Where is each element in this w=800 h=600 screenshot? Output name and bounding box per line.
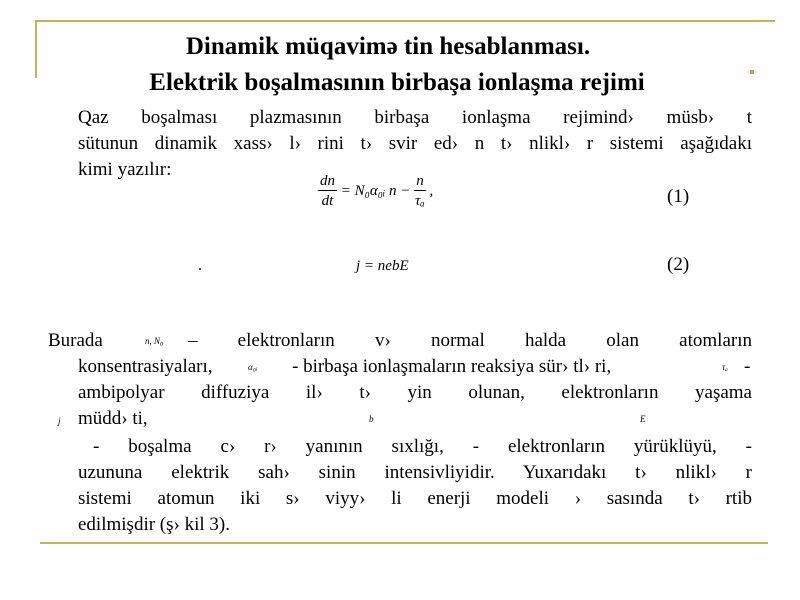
symbol-b: b — [369, 414, 374, 424]
body-line3: ambipolyar diffuziya il› t› yin olunan, elektronların yaşama — [78, 382, 752, 403]
eq1-denominator-left: dt — [321, 193, 334, 209]
symbol-j: j — [58, 416, 61, 426]
body-line6: uzununa elektrik sah› sinin intensivliyidir. Yuxarıdakı t› nlikl› r — [78, 462, 752, 483]
intro-line3: kimi yazılır: — [78, 159, 172, 180]
equation-2-number: (2) — [667, 254, 690, 275]
symbol-n-N0: n, N₀ — [145, 336, 164, 346]
frame-bottom-border — [40, 542, 768, 544]
body-line8: edilmişdir (ş› kil 3). — [78, 514, 230, 535]
eq1-rhs: = N₀α₀ᵢ n − — [340, 182, 411, 199]
body-line5: - boşalma c› r› yanının sıxlığı, - elektronların yürüklüyü, - — [93, 436, 752, 457]
symbol-tau-a: τₐ — [722, 362, 728, 372]
slide-title-line1: Dinamik müqavimə tin hesablanması. — [185, 33, 591, 60]
body-line2-rest: - birbaşa ionlaşmaların reaksiya sür› tl› ri, — [292, 356, 612, 377]
body-line4: müdd› ti, — [78, 408, 148, 429]
body-line2-end: - — [744, 356, 751, 377]
body-line7: sistemi atomun iki s› viyy› li enerji modeli › sasında t› rtib — [78, 488, 752, 509]
eq1-fraction-left — [318, 172, 337, 211]
slide-title-line2: Elektrik boşalmasının birbaşa ionlaşma rejimi — [149, 69, 645, 96]
eq1-trail: , — [429, 182, 434, 199]
eq1-numerator-left: dn — [320, 173, 335, 189]
eq1-numerator-right: n — [416, 173, 424, 189]
eq1-fraction-right — [414, 172, 426, 211]
body-line2-start: konsentrasiyaları, — [78, 356, 213, 377]
eq1-denominator-right: τₐ — [415, 193, 425, 209]
equation-2: j = nebE — [356, 258, 409, 274]
symbol-E: E — [640, 414, 646, 424]
frame-top-border — [35, 20, 775, 22]
equation-1 — [318, 172, 433, 211]
intro-line2: sütunun dinamik xass› l› rini t› svir ed› n t› nlikl› r sistemi aşağıdakı — [78, 133, 752, 154]
symbol-alpha0i: α₀ᵢ — [248, 362, 258, 372]
body-line1-rest: – elektronların v› normal halda olan atomların — [188, 330, 752, 351]
body-line1-start: Burada — [48, 330, 103, 351]
stray-dot — [199, 268, 201, 270]
intro-line1: Qaz boşalması plazmasının birbaşa ionlaşma rejimind› müsb› t — [78, 107, 752, 128]
equation-1-number: (1) — [667, 186, 690, 207]
